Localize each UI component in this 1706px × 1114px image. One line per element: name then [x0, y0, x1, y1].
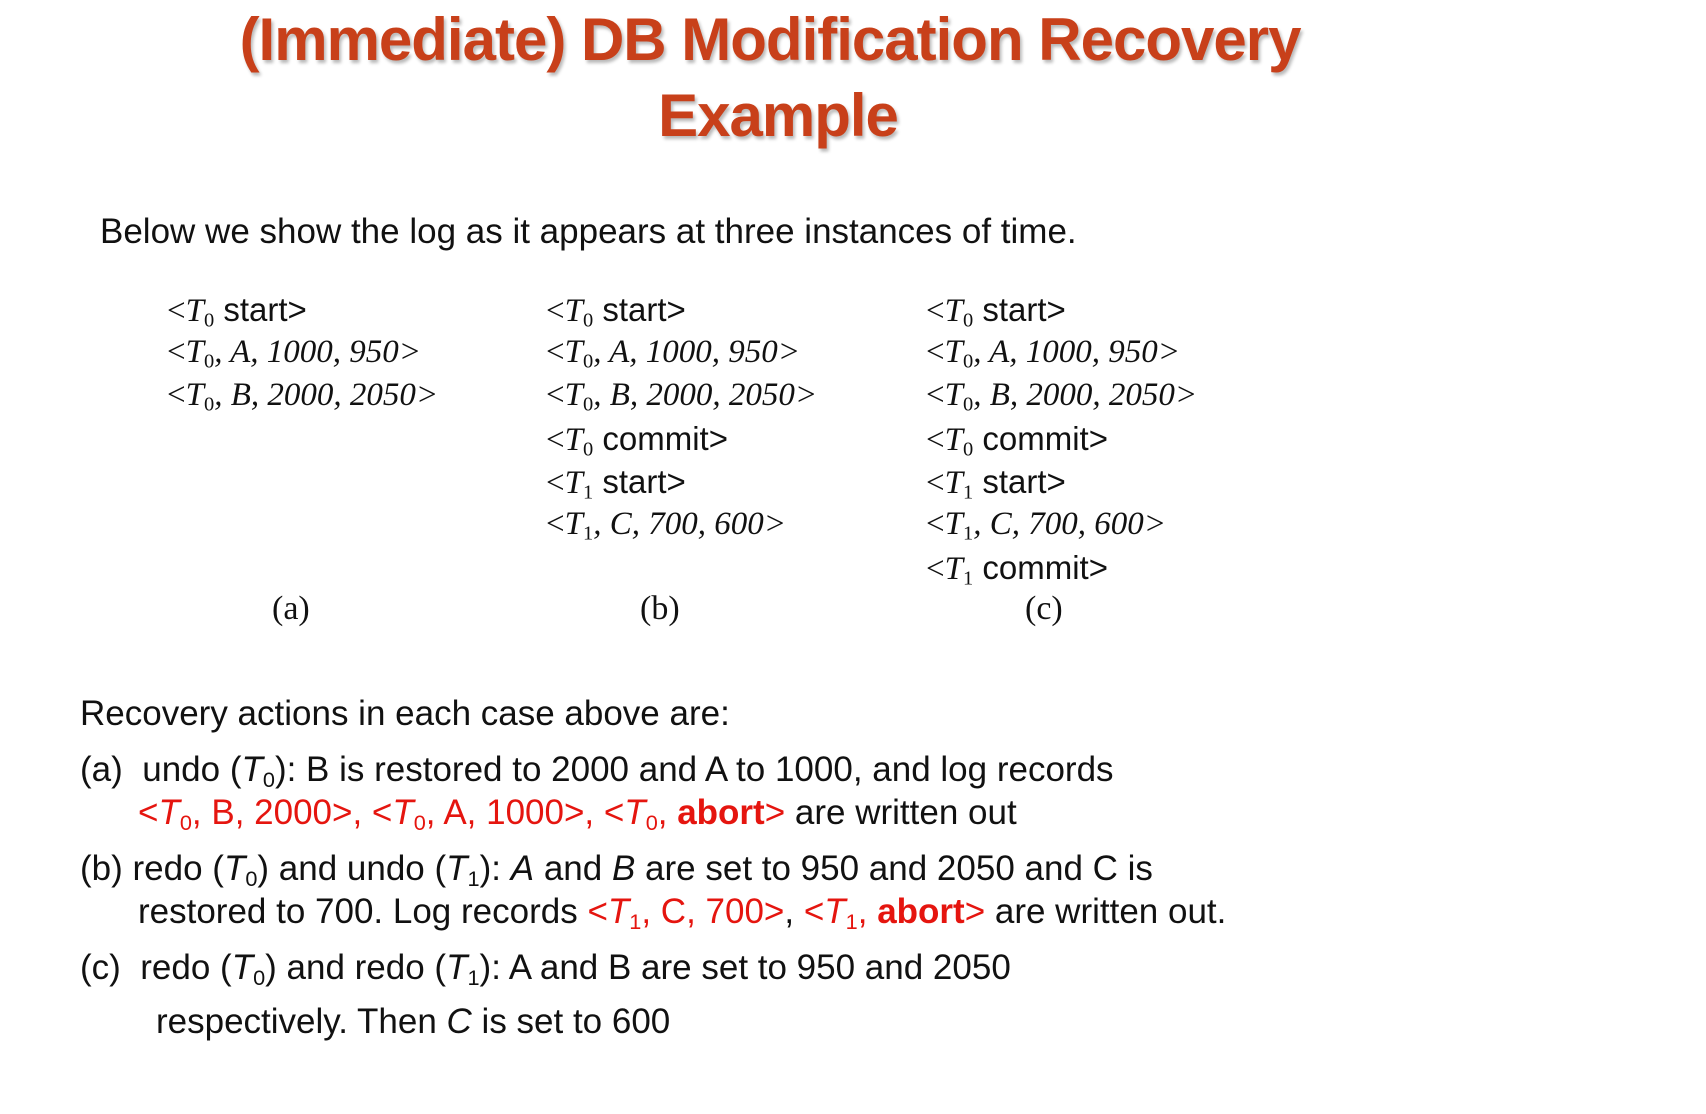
recovery-c-line-1: (c) redo $(T_0)$ and redo $(T_1)$: A and B are set to 950 and 2050	[80, 948, 1011, 991]
recovery-heading: Recovery actions in each case above are:	[80, 694, 730, 733]
log-c-line-1: $<T_0$ start>	[926, 291, 1066, 332]
log-c-line-6: $<T_1$, C, 700, 600>	[926, 506, 1166, 545]
log-b	[546, 288, 817, 546]
recovery-a-line-2: $<T_0$, B, 2000>, $<T_0$, A, 1000>, $<T_0$, abort> are written out	[138, 793, 1017, 836]
log-c-line-7: $<T_1$ commit>	[926, 549, 1108, 590]
recovery-b-line-1: (b) redo $(T_0)$ and undo $(T_1)$: A and B are set to 950 and 2050 and C is	[80, 849, 1153, 892]
intro-text: Below we show the log as it appears at three instances of time.	[100, 212, 1077, 251]
log-b-caption: (b)	[640, 590, 680, 627]
recovery-actions	[80, 692, 1226, 1043]
slide-title-line2: Example	[658, 82, 898, 149]
recovery-c-line-2: respectively. Then C is set to 600	[156, 1002, 671, 1041]
slide-title-line1: (Immediate) DB Modification Recovery	[239, 6, 1301, 73]
log-b-line-3: $<T_0$, B, 2000, 2050>	[546, 377, 818, 416]
log-b-line-1: $<T_0$ start>	[546, 291, 686, 332]
log-a-line-2: $<T_0$, A, 1000, 950>	[167, 334, 422, 373]
log-c-line-4: $<T_0$ commit>	[926, 420, 1108, 461]
log-c-caption: (c)	[1025, 590, 1063, 627]
log-a-caption: (a)	[272, 590, 310, 627]
log-b-line-2: $<T_0$, A, 1000, 950>	[546, 334, 801, 373]
log-a	[167, 288, 438, 417]
log-a-line-3: $<T_0$, B, 2000, 2050>	[167, 377, 439, 416]
log-c-line-5: $<T_1$ start>	[926, 463, 1066, 504]
log-b-line-6: $<T_1$, C, 700, 600>	[546, 506, 786, 545]
log-c-line-3: $<T_0$, B, 2000, 2050>	[926, 377, 1198, 416]
log-a-line-1: $<T_0$ start>	[167, 291, 307, 332]
log-b-line-5: $<T_1$ start>	[546, 463, 686, 504]
log-c	[926, 288, 1197, 589]
recovery-b-line-2: restored to 700. Log records $<T_1$, C, 700>, $<T_1$, abort> are written out.	[138, 892, 1227, 935]
log-b-line-4: $<T_0$ commit>	[546, 420, 728, 461]
log-c-line-2: $<T_0$, A, 1000, 950>	[926, 334, 1181, 373]
recovery-a-line-1: (a) undo $(T_0)$: B is restored to 2000 and A to 1000, and log records	[80, 750, 1114, 793]
